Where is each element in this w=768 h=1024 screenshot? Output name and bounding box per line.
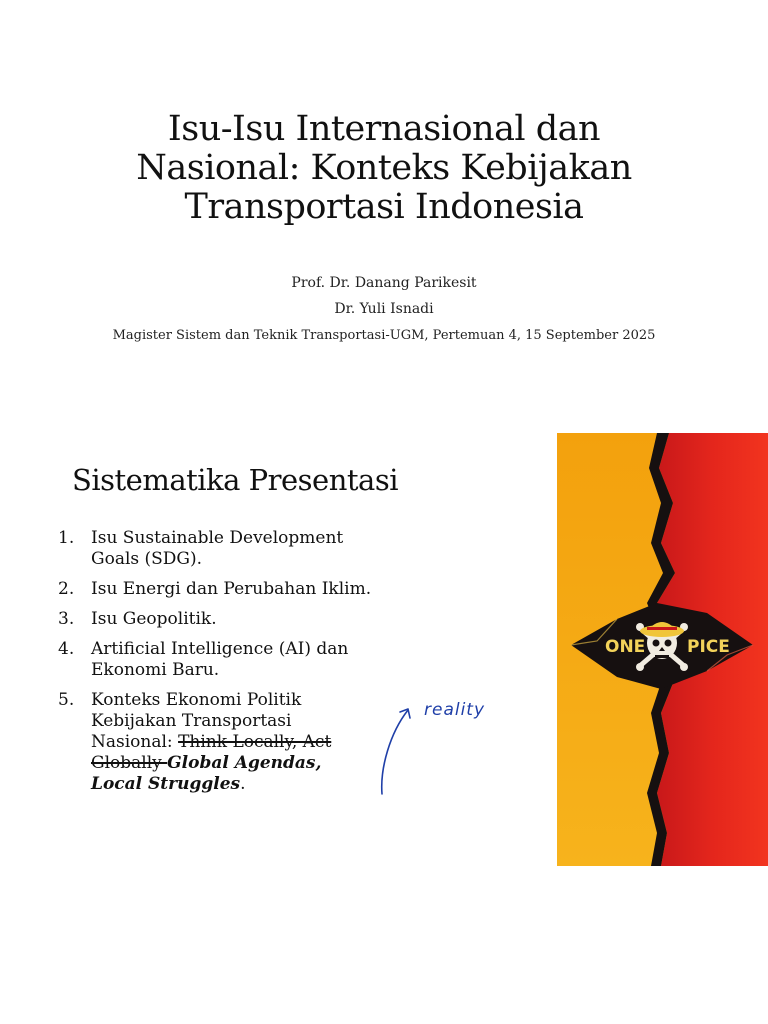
item-number: 5.	[58, 690, 75, 710]
poster-artwork	[557, 433, 768, 866]
author-2: Dr. Yuli Isnadi	[334, 301, 434, 317]
agenda-item	[58, 639, 378, 681]
item-text-end: .	[240, 774, 246, 794]
emphasis-text: Global Agendas, Local Struggles	[91, 753, 322, 794]
item-number: 4.	[58, 639, 75, 659]
course-subtitle: Magister Sistem dan Teknik Transportasi-UGM, Pertemuan 4, 15 September 2025	[112, 328, 656, 343]
agenda-list	[58, 528, 378, 804]
item-number: 1.	[58, 528, 75, 548]
one-piece-poster	[557, 433, 768, 866]
item-text: Isu Sustainable Development Goals (SDG).	[91, 528, 344, 569]
slide-title	[0, 110, 768, 227]
title-slide	[0, 0, 768, 400]
agenda-item	[58, 528, 378, 570]
item-text: Isu Geopolitik.	[91, 609, 217, 629]
handwritten-note: reality	[424, 700, 486, 720]
struck-text: Think Locally, Act Globally	[91, 732, 332, 773]
logo-left-text: ONE	[605, 637, 646, 657]
logo-right-text: PICE	[687, 637, 730, 657]
title-line-2: Nasional: Konteks Kebijakan	[136, 148, 632, 188]
item-number: 2.	[58, 579, 75, 599]
agenda-item	[58, 609, 378, 630]
title-line-1: Isu-Isu Internasional dan	[167, 109, 601, 149]
title-line-3: Transportasi Indonesia	[184, 187, 584, 227]
item-text: Artificial Intelligence (AI) dan Ekonomi Baru.	[91, 639, 349, 680]
agenda-item	[58, 690, 378, 795]
agenda-item	[58, 579, 378, 600]
item-text: Isu Energi dan Perubahan Iklim.	[91, 579, 372, 599]
item-text-plain: Konteks Ekonomi Politik Kebijakan Transportasi Nasional:	[91, 690, 302, 752]
item-number: 3.	[58, 609, 75, 629]
author-1: Prof. Dr. Danang Parikesit	[291, 275, 477, 291]
agenda-heading: Sistematika Presentasi	[72, 463, 398, 497]
